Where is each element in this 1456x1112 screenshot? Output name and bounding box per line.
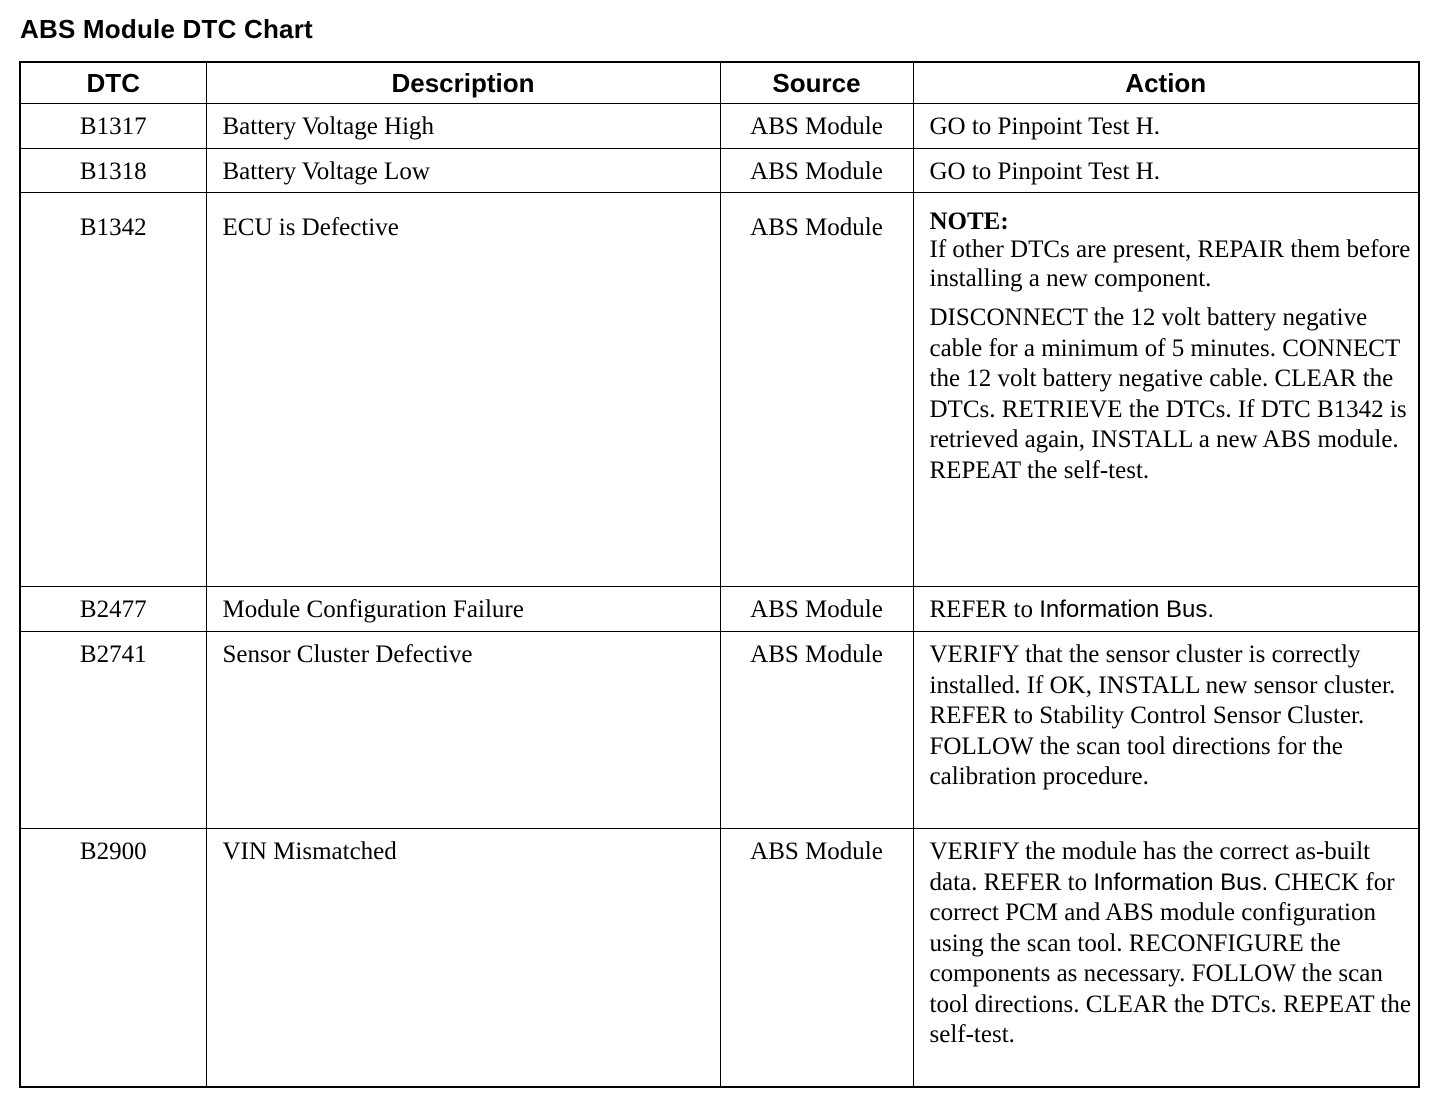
dtc-code: B2477: [20, 587, 206, 632]
action-text: DISCONNECT the 12 volt battery negative cable for a minimum of 5 minutes. CONNECT the 12 volt battery negative cable. CLEAR the DTCs. RETRIEVE the DTCs. If DTC B1342 is retrieved again, INSTALL a new ABS module. REPEAT the self-test.: [929, 304, 1407, 484]
table-header-row: [20, 62, 1419, 104]
table-row: [20, 829, 1419, 1087]
column-header-source: Source: [720, 62, 913, 104]
dtc-code: B2741: [20, 632, 206, 829]
dtc-action: [913, 193, 1419, 587]
action-text: VERIFY the module has the correct as-built data. REFER to: [929, 838, 1371, 896]
information-bus-reference: Information Bus.: [1039, 596, 1214, 623]
table-row: [20, 632, 1419, 829]
dtc-action: GO to Pinpoint Test H.: [913, 104, 1419, 149]
dtc-description: Sensor Cluster Defective: [206, 632, 720, 829]
dtc-source: ABS Module: [720, 587, 913, 632]
dtc-code: B1342: [20, 193, 206, 587]
dtc-code: B1317: [20, 104, 206, 149]
dtc-description: Battery Voltage Low: [206, 149, 720, 193]
page-title: ABS Module DTC Chart: [20, 14, 313, 44]
information-bus-reference: Information Bus.: [1093, 868, 1269, 896]
dtc-table: [19, 61, 1420, 1088]
column-header-action: Action: [913, 62, 1419, 104]
dtc-action: [913, 829, 1419, 1087]
dtc-code: B2900: [20, 829, 206, 1087]
dtc-source: ABS Module: [720, 193, 913, 587]
dtc-action: VERIFY that the sensor cluster is correctly installed. If OK, INSTALL new sensor cluster. REFER to Stability Control Sensor Cluster. FOLLOW the scan tool directions for the calibration procedure.: [913, 632, 1419, 829]
dtc-source: ABS Module: [720, 104, 913, 149]
table-row: [20, 193, 1419, 587]
table-row: [20, 104, 1419, 149]
table-row: [20, 149, 1419, 193]
dtc-action: [913, 587, 1419, 632]
dtc-description: Battery Voltage High: [206, 104, 720, 149]
note-text: If other DTCs are present, REPAIR them before installing a new component.: [929, 236, 1411, 292]
column-header-dtc: DTC: [20, 62, 206, 104]
dtc-source: ABS Module: [720, 632, 913, 829]
dtc-description: VIN Mismatched: [206, 829, 720, 1087]
dtc-code: B1318: [20, 149, 206, 193]
action-text: REFER to: [929, 596, 1040, 623]
dtc-action: GO to Pinpoint Test H.: [913, 149, 1419, 193]
table-row: [20, 587, 1419, 632]
dtc-description: ECU is Defective: [206, 193, 720, 587]
note-label: NOTE:: [929, 208, 1009, 235]
action-text-continued: CHECK for correct PCM and ABS module configuration using the scan tool. RECONFIGURE the components as necessary. FOLLOW the scan tool directions. CLEAR the DTCs. REPEAT the self-test.: [929, 868, 1411, 1048]
dtc-description: Module Configuration Failure: [206, 587, 720, 632]
dtc-source: ABS Module: [720, 149, 913, 193]
column-header-description: Description: [206, 62, 720, 104]
dtc-source: ABS Module: [720, 829, 913, 1087]
